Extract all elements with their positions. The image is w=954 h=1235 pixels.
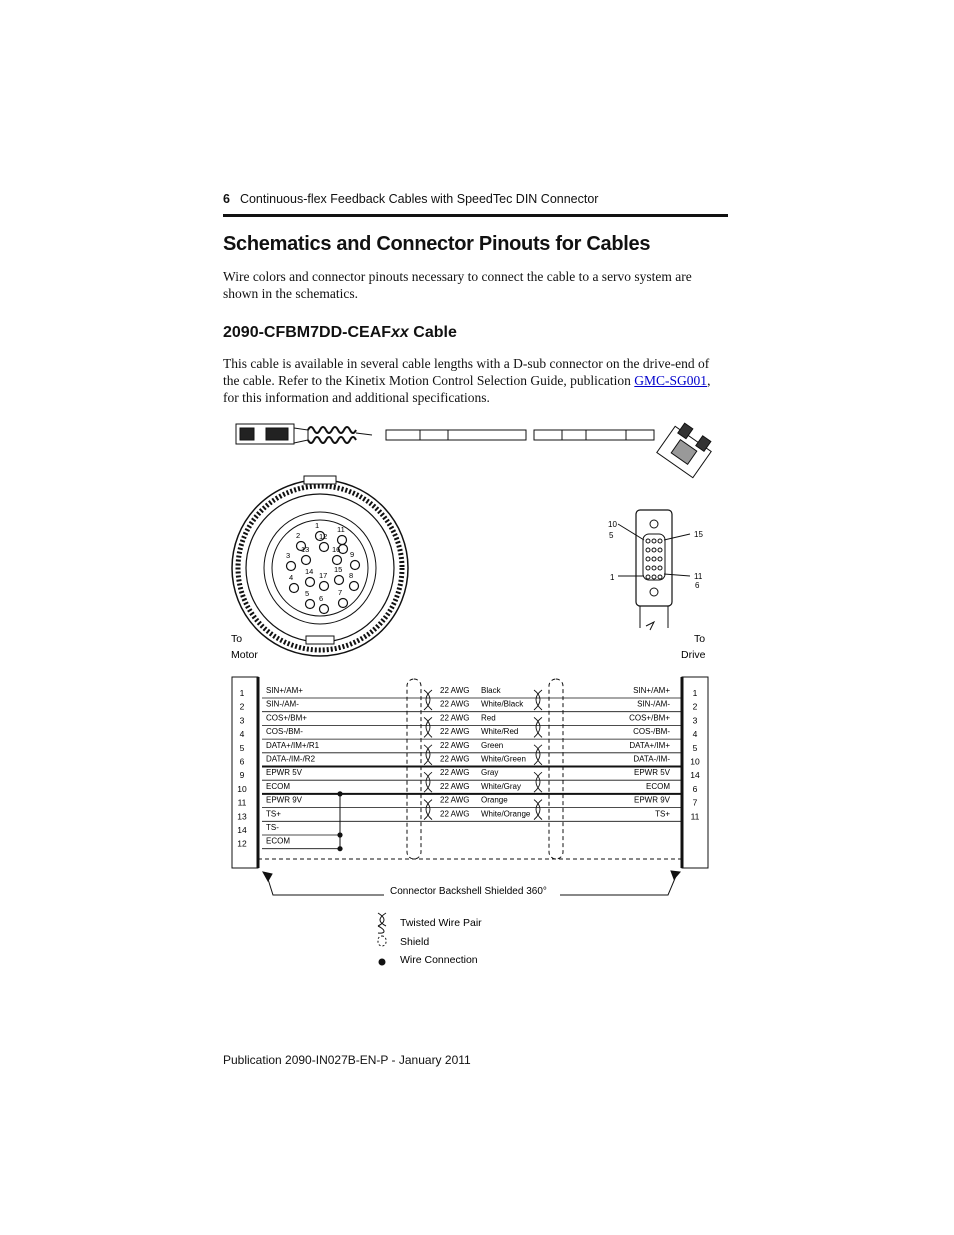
din-pin-7 xyxy=(339,599,348,608)
gmc-sg001-link[interactable]: GMC-SG001 xyxy=(634,373,708,388)
wire-gauge-1: 22 AWG xyxy=(440,699,470,709)
legend-wire-connection-label: Wire Connection xyxy=(400,954,478,966)
drive-pin-5: 10 xyxy=(690,756,700,767)
wire-connection-dot xyxy=(337,791,342,796)
din-pin-13 xyxy=(302,556,311,565)
wire-gauge-4: 22 AWG xyxy=(440,740,470,750)
cable-start xyxy=(356,433,372,435)
publication-footer: Publication 2090-IN027B-EN-P - January 2011 xyxy=(223,1053,471,1067)
twisted-pair-marker-8-0 xyxy=(424,800,432,820)
din-pin-16 xyxy=(333,556,342,565)
twisted-pair-marker-2-1 xyxy=(534,717,542,737)
din-pin-14 xyxy=(306,578,315,587)
motor-pin-2: 3 xyxy=(239,715,245,726)
to-motor-label-1: To xyxy=(231,633,243,645)
body-text-before: This cable is available in several cable lengths with a D-sub connector on the drive-end of the cable. Refer to the Kinetix Motion Control Selection Guide, publication xyxy=(223,356,710,388)
dsub-pin-hole xyxy=(646,557,650,561)
dsub-pin-hole xyxy=(646,539,650,543)
drive-pin-1: 2 xyxy=(692,701,698,712)
twisted-pair-marker-6-0 xyxy=(424,772,432,792)
drive-signal-8: EPWR 9V xyxy=(633,795,670,805)
body-text-after: , for this information and additional specifications. xyxy=(223,373,711,405)
wire-connection-dot xyxy=(337,846,342,851)
dsub-pin-hole xyxy=(658,539,662,543)
shield-label: Connector Backshell Shielded 360° xyxy=(390,886,547,897)
twisted-pair-marker-4-1 xyxy=(534,745,542,765)
din-pin-label-13: 13 xyxy=(301,545,310,554)
din-pin-3 xyxy=(287,562,296,571)
dsub-connector-illustration xyxy=(657,420,716,478)
legend-shield-label: Shield xyxy=(400,936,430,948)
dsub-pin-hole xyxy=(646,566,650,570)
drive-pin-8: 7 xyxy=(692,797,698,808)
drive-pin-0: 1 xyxy=(692,688,698,698)
din-pin-label-17: 17 xyxy=(319,571,328,580)
motor-signal-9: TS+ xyxy=(266,809,281,819)
motor-signal-7: ECOM xyxy=(266,781,290,791)
subsection-title-suffix: Cable xyxy=(408,324,457,341)
din-pin-label-2: 2 xyxy=(296,531,301,540)
drive-pin-3: 4 xyxy=(692,729,698,740)
wire-gauge-2: 22 AWG xyxy=(440,713,470,723)
din-pin-11 xyxy=(338,536,347,545)
drive-pin-7: 6 xyxy=(692,783,698,794)
drive-signal-7: ECOM xyxy=(646,781,670,791)
dsub-pin-group xyxy=(646,539,662,579)
dsub-pin-hole xyxy=(652,548,656,552)
to-drive-label-2: Drive xyxy=(681,649,706,661)
twisted-pair-marker-4-0 xyxy=(424,745,432,765)
dsub-pin-hole xyxy=(652,539,656,543)
din-pin-label-1: 1 xyxy=(315,521,320,530)
motor-signal-6: EPWR 5V xyxy=(266,768,303,778)
wire-rows xyxy=(237,686,700,851)
to-motor-label-2: Motor xyxy=(231,649,258,661)
motor-signal-8: EPWR 9V xyxy=(266,795,303,805)
motor-pin-10: 14 xyxy=(237,825,247,835)
wire-connection-dot xyxy=(337,832,342,837)
connector-label-1 xyxy=(240,428,254,440)
din-pin-label-4: 4 xyxy=(289,573,294,582)
drive-signal-4: DATA+/IM+ xyxy=(629,740,670,750)
drive-pin-9: 11 xyxy=(690,811,700,822)
dsub-pin-hole xyxy=(658,566,662,570)
strain-relief-coil xyxy=(308,427,356,443)
motor-signal-11: ECOM xyxy=(266,836,290,846)
wire-color-4: Green xyxy=(481,740,504,750)
twisted-pair-marker-0-1 xyxy=(534,690,542,710)
din-pin-label-12: 12 xyxy=(319,532,328,541)
drive-signal-5: DATA-/IM- xyxy=(633,754,670,764)
motor-signal-5: DATA-/IM-/R2 xyxy=(266,754,316,764)
wire-color-3: White/Red xyxy=(481,727,519,737)
shield-icon xyxy=(378,936,386,946)
drive-signal-6: EPWR 5V xyxy=(633,768,670,778)
cable-segment-2 xyxy=(534,430,654,440)
wire-color-1: White/Black xyxy=(481,699,524,709)
schematic-frame xyxy=(232,677,708,895)
section-intro: Wire colors and connector pinouts necessary to connect the cable to a servo system are shown in the schematics. xyxy=(223,269,692,301)
twisted-pair-marker-8-1 xyxy=(534,800,542,820)
dsub-label-5: 5 xyxy=(609,531,614,540)
cable-segment-1 xyxy=(386,430,526,440)
cable-illustration xyxy=(236,420,716,478)
din-pin-label-8: 8 xyxy=(349,571,354,580)
din-pin-label-5: 5 xyxy=(305,589,310,598)
drive-pin-4: 5 xyxy=(692,742,698,753)
din-pin-group xyxy=(286,521,360,614)
din-pin-label-3: 3 xyxy=(286,551,291,560)
motor-pin-0: 1 xyxy=(239,688,245,698)
subsection-title-italic: xx xyxy=(391,324,409,341)
motor-pin-4: 5 xyxy=(239,742,245,753)
motor-pin-8: 11 xyxy=(237,797,247,808)
motor-signal-2: COS+/BM+ xyxy=(266,713,307,723)
wire-gauge-6: 22 AWG xyxy=(440,768,470,778)
twisted-pair-marker-0-0 xyxy=(424,690,432,710)
wire-color-5: White/Green xyxy=(481,754,526,764)
dsub-pin-hole xyxy=(646,548,650,552)
din-pin-17 xyxy=(320,582,329,591)
wire-color-8: Orange xyxy=(481,795,508,805)
dsub-pin-hole xyxy=(652,575,656,579)
dsub-label-10: 10 xyxy=(608,520,617,529)
motor-signal-4: DATA+/IM+/R1 xyxy=(266,740,320,750)
legend-twisted-pair-label: Twisted Wire Pair xyxy=(400,917,482,929)
motor-pin-9: 13 xyxy=(237,811,247,822)
connector-label-2 xyxy=(266,428,288,440)
motor-pin-6: 9 xyxy=(239,770,245,781)
din-pin-label-15: 15 xyxy=(334,565,343,574)
din-pin-4 xyxy=(290,584,299,593)
section-title: Schematics and Connector Pinouts for Cables xyxy=(223,233,651,255)
twisted-pair-icon xyxy=(378,913,386,933)
wire-gauge-5: 22 AWG xyxy=(440,754,470,764)
wire-connection-icon xyxy=(379,959,386,966)
motor-pin-11: 12 xyxy=(237,838,247,849)
dsub-label-15: 15 xyxy=(694,530,703,539)
wire-gauge-0: 22 AWG xyxy=(440,686,470,695)
dsub-pin-hole xyxy=(646,575,650,579)
subsection-title-prefix: 2090-CFBM7DD-CEAF xyxy=(223,324,392,341)
dsub-pin-hole xyxy=(658,575,662,579)
motor-pin-7: 10 xyxy=(237,783,247,794)
dsub-label-11: 11 xyxy=(694,572,703,581)
din-pin-label-9: 9 xyxy=(350,550,355,559)
wire-gauge-7: 22 AWG xyxy=(440,781,470,791)
header-title: Continuous-flex Feedback Cables with SpeedTec DIN Connector xyxy=(239,192,599,206)
din-pin-8 xyxy=(350,582,359,591)
wire-gauge-3: 22 AWG xyxy=(440,727,470,737)
din-pin-label-16: 16 xyxy=(332,545,341,554)
drive-signal-0: SIN+/AM+ xyxy=(633,686,670,695)
wire-color-7: White/Gray xyxy=(481,781,522,791)
to-drive-label-1: To xyxy=(694,633,706,645)
motor-pin-3: 4 xyxy=(239,729,245,740)
wire-gauge-8: 22 AWG xyxy=(440,795,470,805)
motor-pin-1: 2 xyxy=(239,701,245,712)
drive-signal-9: TS+ xyxy=(655,809,670,819)
din-pin-12 xyxy=(320,543,329,552)
din-pin-label-14: 14 xyxy=(305,567,314,576)
twisted-pair-marker-2-0 xyxy=(424,717,432,737)
motor-signal-10: TS- xyxy=(266,823,279,832)
wire-gauge-9: 22 AWG xyxy=(440,809,470,819)
connector-neck xyxy=(294,428,308,443)
wire-color-2: Red xyxy=(481,713,496,723)
twisted-pair-marker-6-1 xyxy=(534,772,542,792)
wire-color-9: White/Orange xyxy=(481,809,531,819)
motor-pin-5: 6 xyxy=(239,756,245,767)
drive-pin-6: 14 xyxy=(690,770,700,781)
motor-signal-3: COS-/BM- xyxy=(266,727,303,737)
dsub-pin-hole xyxy=(652,566,656,570)
din-pin-label-7: 7 xyxy=(338,588,343,597)
dsub-label-1: 1 xyxy=(610,573,615,582)
din-connector-face xyxy=(232,476,408,656)
drive-signal-2: COS+/BM+ xyxy=(629,713,670,723)
motor-signal-1: SIN-/AM- xyxy=(266,699,299,709)
drive-pin-2: 3 xyxy=(692,715,698,726)
din-pin-6 xyxy=(320,605,329,614)
drive-signal-1: SIN-/AM- xyxy=(637,699,670,709)
din-pin-15 xyxy=(335,576,344,585)
din-pin-label-6: 6 xyxy=(319,594,324,603)
wire-color-0: Black xyxy=(481,686,501,695)
dsub-pin-hole xyxy=(658,557,662,561)
din-pin-9 xyxy=(351,561,360,570)
din-pin-label-11: 11 xyxy=(337,525,345,534)
dsub-pin-hole xyxy=(652,557,656,561)
dsub-pin-hole xyxy=(658,548,662,552)
drive-signal-3: COS-/BM- xyxy=(633,727,670,737)
legend xyxy=(378,913,482,966)
din-pin-5 xyxy=(306,600,315,609)
page-number: 6 xyxy=(223,192,230,206)
motor-signal-0: SIN+/AM+ xyxy=(266,686,303,695)
dsub-label-6: 6 xyxy=(695,581,700,590)
wire-color-6: Gray xyxy=(481,768,499,778)
